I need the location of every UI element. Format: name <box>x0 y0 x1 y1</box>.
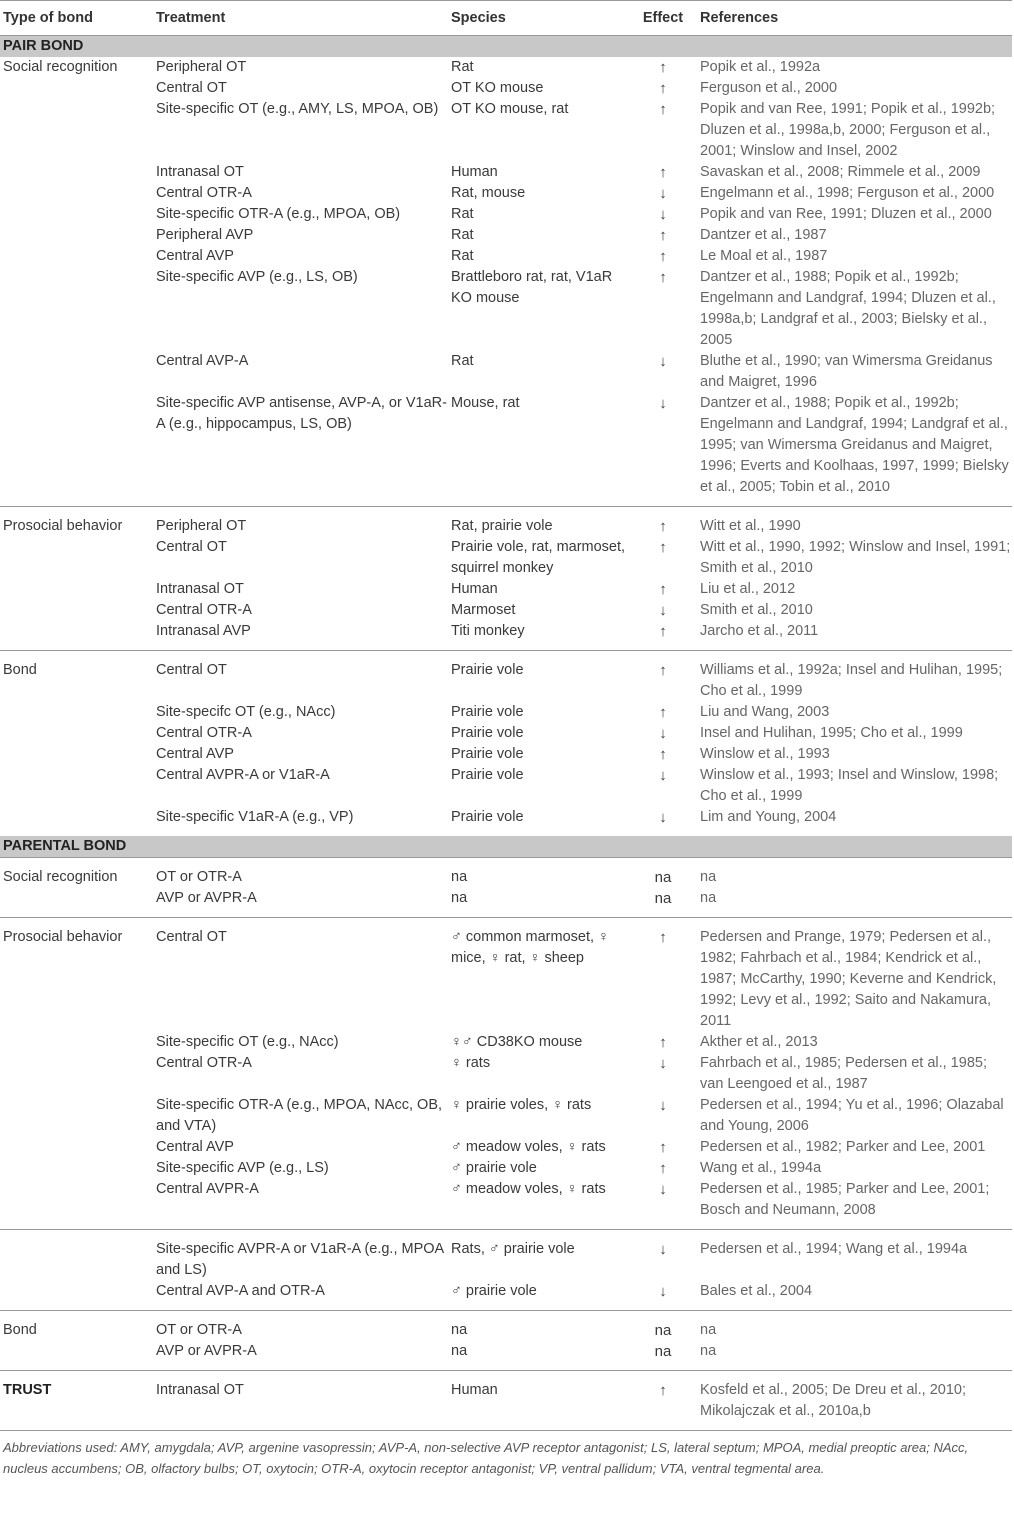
references-cell: Dantzer et al., 1987 <box>700 227 827 243</box>
type-of-bond-cell <box>0 183 152 204</box>
table-row <box>0 702 1012 723</box>
species-cell: ♂ prairie vole <box>451 1160 537 1176</box>
species-cell: ♂ common marmoset, ♀ mice, ♀ rat, ♀ sheep <box>447 918 630 1033</box>
effect-cell: ↓ <box>659 353 667 370</box>
species-cell: na <box>451 890 468 906</box>
type-of-bond-cell: Bond <box>0 651 152 703</box>
effect-cell: ↑ <box>659 59 667 76</box>
references-cell: Popik and van Ree, 1991; Popik et al., 1992b; Dluzen et al., 1998a,b, 2000; Ferguson et al., 2001; Winslow and Insel, 2002 <box>700 101 996 159</box>
type-of-bond-cell <box>0 765 152 807</box>
treatment-cell: Site-specific AVPR-A or V1aR-A (e.g., MPOA and LS) <box>152 1230 447 1282</box>
type-of-bond-cell <box>0 78 152 99</box>
treatment-cell: Central AVPR-A <box>156 1181 259 1197</box>
effect-cell: ↑ <box>659 1139 667 1156</box>
type-of-bond-cell <box>0 807 152 836</box>
table-row <box>0 1137 1012 1158</box>
table-header <box>0 1 1012 36</box>
treatment-cell: AVP or AVPR-A <box>156 890 257 906</box>
references-cell: na <box>696 858 1012 889</box>
table-row <box>0 765 1012 807</box>
treatment-cell: Central AVP <box>156 248 234 264</box>
species-cell: Rat <box>451 248 474 264</box>
type-of-bond-cell <box>0 702 152 723</box>
type-of-bond-cell: Prosocial behavior <box>0 918 152 1033</box>
type-of-bond-cell: Social recognition <box>0 858 152 889</box>
effect-cell: ↓ <box>659 1181 667 1198</box>
table-row <box>0 78 1012 99</box>
treatment-cell: Central AVP <box>156 1139 234 1155</box>
header-effect: Effect <box>630 1 696 36</box>
table-row <box>0 537 1012 579</box>
table-row <box>0 918 1012 1033</box>
references-cell: Le Moal et al., 1987 <box>700 248 828 264</box>
table-row <box>0 579 1012 600</box>
effect-cell: ↑ <box>659 248 667 265</box>
references-cell: Fahrbach et al., 1985; Pedersen et al., 1985; van Leengoed et al., 1987 <box>700 1055 987 1092</box>
treatment-cell: Site-specific V1aR-A (e.g., VP) <box>156 809 354 825</box>
table-row <box>0 99 1012 162</box>
type-of-bond-cell <box>0 267 152 351</box>
treatment-cell: Central OT <box>156 539 227 555</box>
treatment-cell: Site-specific AVP (e.g., LS, OB) <box>156 269 358 285</box>
table-row <box>0 162 1012 183</box>
references-cell: Liu et al., 2012 <box>700 581 796 597</box>
treatment-cell: Intranasal OT <box>156 581 244 597</box>
treatment-cell: Intranasal OT <box>152 1371 447 1431</box>
section-label: PAIR BOND <box>0 36 1012 58</box>
species-cell: Rat <box>451 353 474 369</box>
treatment-cell: Intranasal AVP <box>156 623 251 639</box>
species-cell: Brattleboro rat, rat, V1aR KO mouse <box>451 269 613 306</box>
treatment-cell: Site-specific OTR-A (e.g., MPOA, NAcc, OB, and VTA) <box>156 1097 443 1134</box>
treatment-cell: Site-specific AVP antisense, AVP-A, or V1aR-A (e.g., hippocampus, LS, OB) <box>156 395 447 432</box>
section-label: PARENTAL BOND <box>0 836 1012 858</box>
effect-cell: ↑ <box>659 1034 667 1051</box>
species-cell: na <box>451 1343 468 1359</box>
table-row <box>0 1032 1012 1053</box>
table-row <box>0 1371 1012 1431</box>
effect-cell: ↑ <box>659 227 667 244</box>
species-cell: Marmoset <box>451 602 516 618</box>
effect-cell: ↓ <box>659 206 667 223</box>
treatment-cell: Peripheral OT <box>152 507 447 538</box>
species-cell: Prairie vole <box>447 651 630 703</box>
effect-cell: ↓ <box>659 1055 667 1072</box>
effect-cell: ↑ <box>659 101 667 118</box>
effect-cell: ↓ <box>630 1230 696 1282</box>
table-row <box>0 1281 1012 1311</box>
effect-cell: ↓ <box>659 185 667 202</box>
references-cell: Witt et al., 1990 <box>696 507 1012 538</box>
effect-cell: ↑ <box>659 539 667 556</box>
references-cell: Insel and Hulihan, 1995; Cho et al., 1999 <box>700 725 963 741</box>
effect-cell: ↑ <box>630 918 696 1033</box>
table-row <box>0 1311 1012 1342</box>
effect-cell: na <box>654 890 672 907</box>
effect-cell: ↑ <box>630 507 696 538</box>
species-cell: Prairie vole <box>451 746 524 762</box>
treatment-cell: Site-specific OT (e.g., NAcc) <box>156 1034 339 1050</box>
species-cell: ♀ rats <box>451 1055 491 1071</box>
type-of-bond-cell <box>0 99 152 162</box>
species-cell: Prairie vole <box>451 725 524 741</box>
table-row <box>0 621 1012 651</box>
table-row <box>0 723 1012 744</box>
type-of-bond-cell <box>0 1179 152 1230</box>
effect-cell: na <box>654 1343 672 1360</box>
type-of-bond-cell <box>0 1053 152 1095</box>
section-row <box>0 36 1012 58</box>
type-of-bond-cell <box>0 246 152 267</box>
references-cell: na <box>700 890 717 906</box>
references-cell: Liu and Wang, 2003 <box>700 704 830 720</box>
type-of-bond-cell <box>0 888 152 918</box>
treatment-cell: Central OTR-A <box>156 725 252 741</box>
species-cell: OT KO mouse, rat <box>451 101 569 117</box>
species-cell: na <box>447 858 630 889</box>
footnote: Abbreviations used: AMY, amygdala; AVP, argenine vasopressin; AVP-A, non-selective AVP receptor antagonist; LS, lateral septum; MPOA, medial preoptic area; NAcc, nucleus accumbens; OB, olfactory bulbs; OT, oxytocin; OTR-A, oxytocin receptor antagonist; VP, ventral pallidum; VTA, ventral tegmental area. <box>3 1440 969 1476</box>
table-row <box>0 507 1012 538</box>
table-row <box>0 1230 1012 1282</box>
references-cell: Smith et al., 2010 <box>700 602 813 618</box>
type-of-bond-cell <box>0 1095 152 1137</box>
header-references: References <box>696 1 1012 36</box>
references-cell: Bales et al., 2004 <box>700 1283 813 1299</box>
effect-cell: ↓ <box>659 725 667 742</box>
type-of-bond-cell: Bond <box>0 1311 152 1342</box>
type-of-bond-cell <box>0 744 152 765</box>
references-cell: Pedersen and Prange, 1979; Pedersen et al., 1982; Fahrbach et al., 1984; Kendrick et al., 1987; McCarthy, 1990; Keverne and Kendrick, 1992; Levy et al., 1992; Saito and Nakamura, 2011 <box>696 918 1012 1033</box>
species-cell: Prairie vole <box>451 767 524 783</box>
species-cell: na <box>447 1311 630 1342</box>
header-species: Species <box>447 1 630 36</box>
references-cell: Pedersen et al., 1994; Wang et al., 1994a <box>696 1230 1012 1282</box>
section-row <box>0 836 1012 858</box>
species-cell: Human <box>451 164 498 180</box>
treatment-cell: Central AVPR-A or V1aR-A <box>156 767 330 783</box>
type-of-bond-cell <box>0 225 152 246</box>
references-cell: na <box>700 1343 717 1359</box>
species-cell: Human <box>451 581 498 597</box>
species-cell: ♀♂ CD38KO mouse <box>451 1034 583 1050</box>
type-of-bond-cell: Social recognition <box>3 59 118 75</box>
species-cell: Rat, prairie vole <box>447 507 630 538</box>
table-row <box>0 225 1012 246</box>
treatment-cell: Peripheral AVP <box>156 227 254 243</box>
treatment-cell: Central OT <box>152 918 447 1033</box>
table-row <box>0 600 1012 621</box>
type-of-bond-cell <box>0 1341 152 1371</box>
type-of-bond-cell <box>0 600 152 621</box>
effect-cell: ↑ <box>659 164 667 181</box>
table-row <box>0 1158 1012 1179</box>
effect-cell: ↑ <box>659 269 667 286</box>
references-cell: Savaskan et al., 2008; Rimmele et al., 2009 <box>700 164 981 180</box>
type-of-bond-cell <box>0 351 152 393</box>
effect-cell: ↓ <box>659 395 667 412</box>
effect-cell: ↑ <box>659 704 667 721</box>
treatment-cell: Intranasal OT <box>156 164 244 180</box>
type-of-bond-cell: TRUST <box>0 1371 152 1431</box>
references-cell: Dantzer et al., 1988; Popik et al., 1992b; Engelmann and Landgraf, 1994; Landgraf et al., 1995; van Wimersma Greidanus and Maigret, 1996; Everts and Koolhaas, 1997, 1999; Bielsky et al., 2005; Tobin et al., 2010 <box>700 395 1009 495</box>
species-cell: Rat <box>451 59 474 75</box>
species-cell: Prairie vole <box>451 809 524 825</box>
treatment-cell: Central AVP-A and OTR-A <box>156 1283 325 1299</box>
references-cell: Akther et al., 2013 <box>700 1034 818 1050</box>
type-of-bond-cell <box>0 1281 152 1311</box>
table-row <box>0 351 1012 393</box>
treatment-cell: Central AVP-A <box>156 353 249 369</box>
type-of-bond-cell <box>0 621 152 651</box>
treatment-cell: Site-specific AVP (e.g., LS) <box>156 1160 329 1176</box>
references-cell: Wang et al., 1994a <box>700 1160 822 1176</box>
references-cell: Popik et al., 1992a <box>700 59 821 75</box>
effect-cell: na <box>630 858 696 889</box>
references-cell: Winslow et al., 1993 <box>700 746 830 762</box>
references-cell: Ferguson et al., 2000 <box>700 80 838 96</box>
species-cell: ♀ prairie voles, ♀ rats <box>451 1097 592 1113</box>
table-row <box>0 744 1012 765</box>
treatment-cell: Central OTR-A <box>156 185 252 201</box>
species-cell: Prairie vole, rat, marmoset, squirrel monkey <box>451 539 626 576</box>
header-type-of-bond: Type of bond <box>0 1 152 36</box>
treatment-cell: OT or OTR-A <box>152 858 447 889</box>
type-of-bond-cell <box>0 162 152 183</box>
references-cell: Pedersen et al., 1985; Parker and Lee, 2001; Bosch and Neumann, 2008 <box>700 1181 990 1218</box>
species-cell: Rat <box>451 206 474 222</box>
species-cell: Human <box>447 1371 630 1431</box>
effect-cell: ↑ <box>659 623 667 640</box>
species-cell: Rats, ♂ prairie vole <box>447 1230 630 1282</box>
references-cell: Pedersen et al., 1994; Yu et al., 1996; Olazabal and Young, 2006 <box>700 1097 1004 1134</box>
treatment-cell: OT or OTR-A <box>152 1311 447 1342</box>
references-cell: Witt et al., 1990, 1992; Winslow and Insel, 1991; Smith et al., 2010 <box>700 539 1011 576</box>
references-cell: Jarcho et al., 2011 <box>700 623 819 639</box>
effect-cell: ↓ <box>659 767 667 784</box>
type-of-bond-cell <box>0 537 152 579</box>
type-of-bond-cell <box>0 204 152 225</box>
treatment-cell: AVP or AVPR-A <box>156 1343 257 1359</box>
table-body <box>0 36 1012 1431</box>
type-of-bond-cell <box>0 393 152 507</box>
treatment-cell: Central OTR-A <box>156 602 252 618</box>
references-cell: Lim and Young, 2004 <box>700 809 837 825</box>
effect-cell: ↑ <box>659 581 667 598</box>
header-treatment: Treatment <box>152 1 447 36</box>
table-row <box>0 888 1012 918</box>
type-of-bond-cell <box>0 1032 152 1053</box>
references-cell: Bluthe et al., 1990; van Wimersma Greidanus and Maigret, 1996 <box>700 353 993 390</box>
table-row <box>0 1179 1012 1230</box>
treatment-cell: Central OT <box>152 651 447 703</box>
species-cell: ♂ meadow voles, ♀ rats <box>451 1139 606 1155</box>
effect-cell: ↑ <box>630 1371 696 1431</box>
table-row <box>0 183 1012 204</box>
table-row <box>0 858 1012 889</box>
effect-cell: ↑ <box>630 651 696 703</box>
table-row <box>0 807 1012 836</box>
references-cell: Popik and van Ree, 1991; Dluzen et al., 2000 <box>700 206 992 222</box>
type-of-bond-cell <box>0 723 152 744</box>
species-cell: OT KO mouse <box>451 80 544 96</box>
type-of-bond-cell <box>0 1158 152 1179</box>
table-row <box>0 204 1012 225</box>
effect-cell: ↑ <box>659 1160 667 1177</box>
table-row <box>0 1341 1012 1371</box>
treatment-cell: Site-specific OT (e.g., AMY, LS, MPOA, OB) <box>156 101 439 117</box>
references-cell: Pedersen et al., 1982; Parker and Lee, 2001 <box>700 1139 986 1155</box>
effect-cell: ↑ <box>659 80 667 97</box>
type-of-bond-cell <box>0 1230 152 1282</box>
references-cell: Winslow et al., 1993; Insel and Winslow, 1998; Cho et al., 1999 <box>700 767 999 804</box>
table-row <box>0 393 1012 507</box>
references-cell: Kosfeld et al., 2005; De Dreu et al., 2010; Mikolajczak et al., 2010a,b <box>696 1371 1012 1431</box>
species-cell: ♂ prairie vole <box>451 1283 537 1299</box>
table-row <box>0 246 1012 267</box>
treatment-cell: Site-specific OTR-A (e.g., MPOA, OB) <box>156 206 401 222</box>
species-cell: Rat, mouse <box>451 185 526 201</box>
effect-cell: ↓ <box>659 602 667 619</box>
table-row <box>0 1053 1012 1095</box>
treatment-cell: Peripheral OT <box>156 59 247 75</box>
type-of-bond-cell <box>0 579 152 600</box>
table-row <box>0 57 1012 78</box>
species-cell: Mouse, rat <box>451 395 520 411</box>
references-cell: Engelmann et al., 1998; Ferguson et al., 2000 <box>700 185 995 201</box>
table-row <box>0 651 1012 703</box>
table-row <box>0 267 1012 351</box>
effect-cell: ↓ <box>659 1097 667 1114</box>
treatment-cell: Central OT <box>156 80 227 96</box>
treatment-cell: Central AVP <box>156 746 234 762</box>
treatment-cell: Central OTR-A <box>156 1055 252 1071</box>
species-cell: Rat <box>451 227 474 243</box>
references-cell: Williams et al., 1992a; Insel and Hulihan, 1995; Cho et al., 1999 <box>696 651 1012 703</box>
species-cell: Prairie vole <box>451 704 524 720</box>
effect-cell: ↑ <box>659 746 667 763</box>
type-of-bond-cell <box>0 1137 152 1158</box>
references-cell: na <box>696 1311 1012 1342</box>
effect-cell: ↓ <box>659 809 667 826</box>
table-row <box>0 1095 1012 1137</box>
treatment-cell: Site-specifc OT (e.g., NAcc) <box>156 704 336 720</box>
type-of-bond-cell: Prosocial behavior <box>0 507 152 538</box>
species-cell: Titi monkey <box>451 623 525 639</box>
species-cell: ♂ meadow voles, ♀ rats <box>451 1181 606 1197</box>
effect-cell: na <box>630 1311 696 1342</box>
references-cell: Dantzer et al., 1988; Popik et al., 1992b; Engelmann and Landgraf, 1994; Dluzen et al., 1998a,b; Landgraf et al., 2003; Bielsky et al., 2005 <box>700 269 996 348</box>
effect-cell: ↓ <box>659 1283 667 1300</box>
